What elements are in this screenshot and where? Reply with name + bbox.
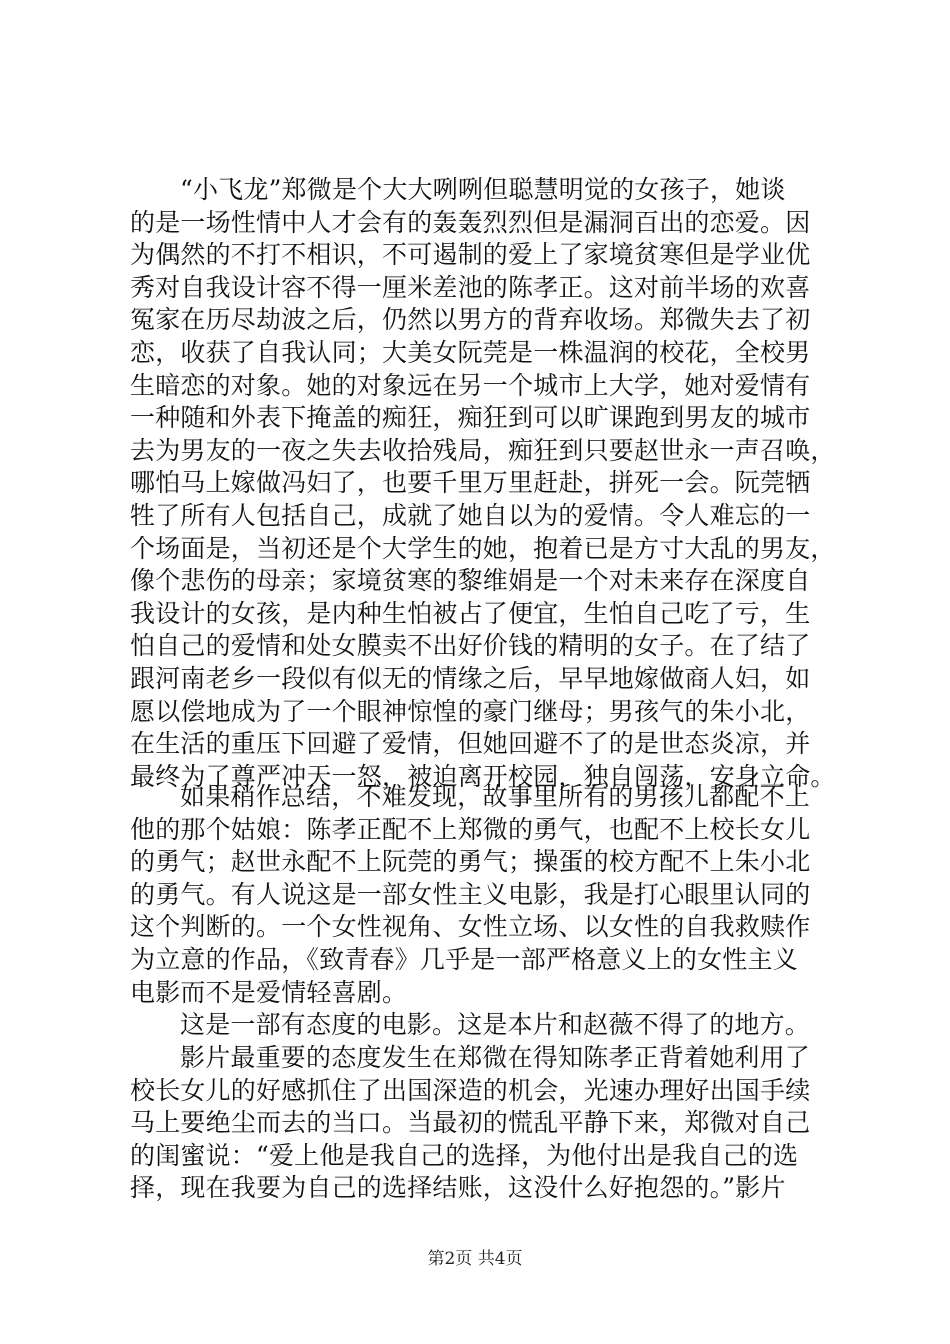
paragraph-4-text [130,1042,830,1205]
text-line: 为偶然的不打不相识，不可遏制的爱上了家境贫寒但是学业优 [130,240,811,270]
page-number-footer: 第2页 共4页 [427,1249,523,1269]
text-line: 择，现在我要为自己的选择结账，这没什么好抱怨的。”影片 [130,1173,786,1203]
text-line: 这个判断的。一个女性视角、女性立场、以女性的自我救赎作 [130,912,811,942]
text-line: 一种随和外表下掩盖的痴狂，痴狂到可以旷课跑到男友的城市 [130,403,811,433]
text-line: 马上要绝尘而去的当口。当最初的慌乱平静下来，郑微对自己 [130,1108,811,1138]
text-line: 影片最重要的态度发生在郑微在得知陈孝正背着她利用了 [180,1043,811,1072]
paragraph-1 [130,174,836,793]
text-line: 愿以偿地成为了一个眼神惊惶的豪门继母；男孩气的朱小北， [130,696,811,726]
paragraph-3-text [130,1009,830,1042]
text-line: 在生活的重压下回避了爱情，但她回避不了的是世态炎凉，并 [130,729,811,759]
text-line: 的勇气。有人说这是一部女性主义电影，我是打心眼里认同的 [130,879,811,909]
text-line: 冤家在历尽劫波之后，仍然以男方的背弃收场。郑微失去了初 [130,305,811,335]
text-line: 如果稍作总结，不难发现，故事里所有的男孩儿都配不上 [180,782,811,811]
text-line: 我设计的女孩，是内种生怕被占了便宜，生怕自己吃了亏，生 [130,598,811,628]
paragraph-4 [130,1042,830,1205]
text-line: 他的那个姑娘：陈孝正配不上郑微的勇气，也配不上校长女儿 [130,814,811,844]
text-line: 跟河南老乡一段似有似无的情缘之后，早早地嫁做商人妇，如 [130,663,811,693]
text-line: 个场面是，当初还是个大学生的她，抱着已是方寸大乱的男友， [130,533,836,563]
text-line: 的勇气；赵世永配不上阮莞的勇气；操蛋的校方配不上朱小北 [130,847,811,877]
text-line: 怕自己的爱情和处女膜卖不出好价钱的精明的女子。在了结了 [130,631,811,661]
text-line: 电影而不是爱情轻喜剧。 [130,977,408,1007]
text-line: “小飞龙”郑微是个大大咧咧但聪慧明觉的女孩子，她谈 [180,175,786,204]
paragraph-1-text [130,174,836,793]
text-line: 去为男友的一夜之失去收拾残局，痴狂到只要赵世永一声召唤， [130,435,836,465]
text-line: 恋，收获了自我认同；大美女阮莞是一株温润的校花，全校男 [130,337,811,367]
text-line: 为立意的作品，《致青春》几乎是一部严格意义上的女性主义 [130,944,798,974]
text-line: 这是一部有态度的电影。这是本片和赵薇不得了的地方。 [180,1010,811,1039]
text-line: 校长女儿的好感抓住了出国深造的机会，光速办理好出国手续 [130,1075,811,1105]
text-line: 最终为了尊严冲天一怒，被迫离开校园，独自闯荡，安身立命。 [130,761,836,791]
text-line: 的是一场性情中人才会有的轰轰烈烈但是漏洞百出的恋爱。因 [130,207,811,237]
text-line: 生暗恋的对象。她的对象远在另一个城市上大学，她对爱情有 [130,370,811,400]
paragraph-3 [130,1009,830,1042]
text-line: 像个悲伤的母亲；家境贫寒的黎维娟是一个对未来存在深度自 [130,566,811,596]
paragraph-2-text [130,781,830,1009]
text-line: 秀对自我设计容不得一厘米差池的陈孝正。这对前半场的欢喜 [130,272,811,302]
text-line: 的闺蜜说：“爱上他是我自己的选择，为他付出是我自己的选 [130,1140,799,1170]
text-line: 牲了所有人包括自己，成就了她自以为的爱情。令人难忘的一 [130,500,811,530]
paragraph-2 [130,781,830,1009]
text-line: 哪怕马上嫁做冯妇了，也要千里万里赶赴，拼死一会。阮莞牺 [130,468,811,498]
